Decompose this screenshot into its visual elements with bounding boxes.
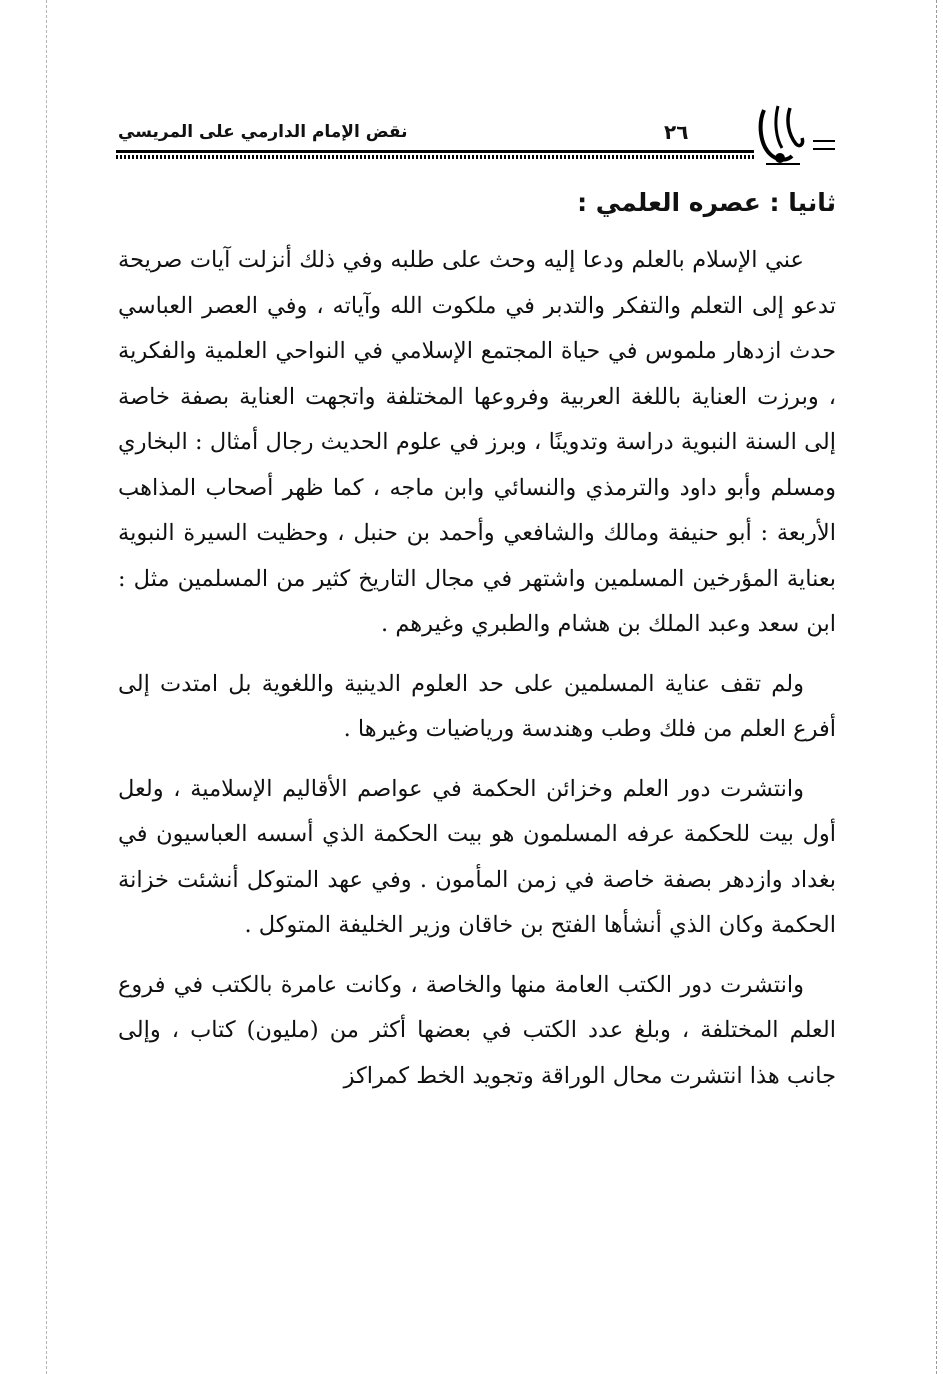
page-header (108, 100, 838, 170)
paragraph: ولم تقف عناية المسلمين على حد العلوم الدينية واللغوية بل امتدت إلى أفرع العلم من فلك وطب وهندسة ورياضيات وغيرها . (118, 670, 836, 742)
page-number: ٢٦ (664, 120, 689, 144)
section-heading: ثانيا : عصره العلمي : (577, 188, 836, 217)
page-body (118, 178, 836, 1099)
paragraph: عني الإسلام بالعلم ودعا إليه وحث على طلبه وفي ذلك أنزلت آيات صريحة تدعو إلى التعلم والتفكر والتدبر في ملكوت الله وآياته ، وفي العصر العباسي حدث ازدهار ملموس في حياة المجتمع الإسلامي في النواحي العلمية والفكرية ، وبرزت العناية باللغة العربية وفروعها المختلفة واتجهت العناية بصفة خاصة إلى السنة النبوية دراسة وتدوينًا ، وبرز في علوم الحديث رجال أمثال : البخاري ومسلم وأبو داود والترمذي والنسائي وابن ماجه ، كما ظهر أصحاب المذاهب الأربعة : أبو حنيفة ومالك والشافعي وأحمد بن حنبل ، وحظيت السيرة النبوية بعناية المؤرخين المسلمين واشتهر في مجال التاريخ كثير من المسلمين مثل : ابن سعد وعبد الملك بن هشام والطبري وغيرهم . (118, 247, 836, 637)
paragraph: وانتشرت دور الكتب العامة منها والخاصة ، وكانت عامرة بالكتب في فروع العلم المختلفة ، وبلغ عدد الكتب في بعضها أكثر من (مليون) كتاب ، وإلى جانب هذا انتشرت محال الوراقة وتجويد الخط كمراكز (118, 971, 836, 1089)
paragraph: وانتشرت دور العلم وخزائن الحكمة في عواصم الأقاليم الإسلامية ، ولعل أول بيت للحكمة عرفه المسلمون هو بيت الحكمة الذي أسسه العباسيون في بغداد وازدهر بصفة خاصة في زمن المأمون . وفي عهد المتوكل أنشئت خزانة الحكمة وكان الذي أنشأها الفتح بن خاقان وزير الخليفة المتوكل . (118, 775, 836, 938)
scan-edge-right (936, 0, 937, 1374)
header-rule (116, 150, 754, 159)
calligraphy-ornament-icon (756, 104, 808, 168)
running-title: نقض الإمام الدارمي على المريسي (118, 122, 408, 142)
scan-edge-left (46, 0, 47, 1374)
ornament-dash (813, 140, 835, 150)
